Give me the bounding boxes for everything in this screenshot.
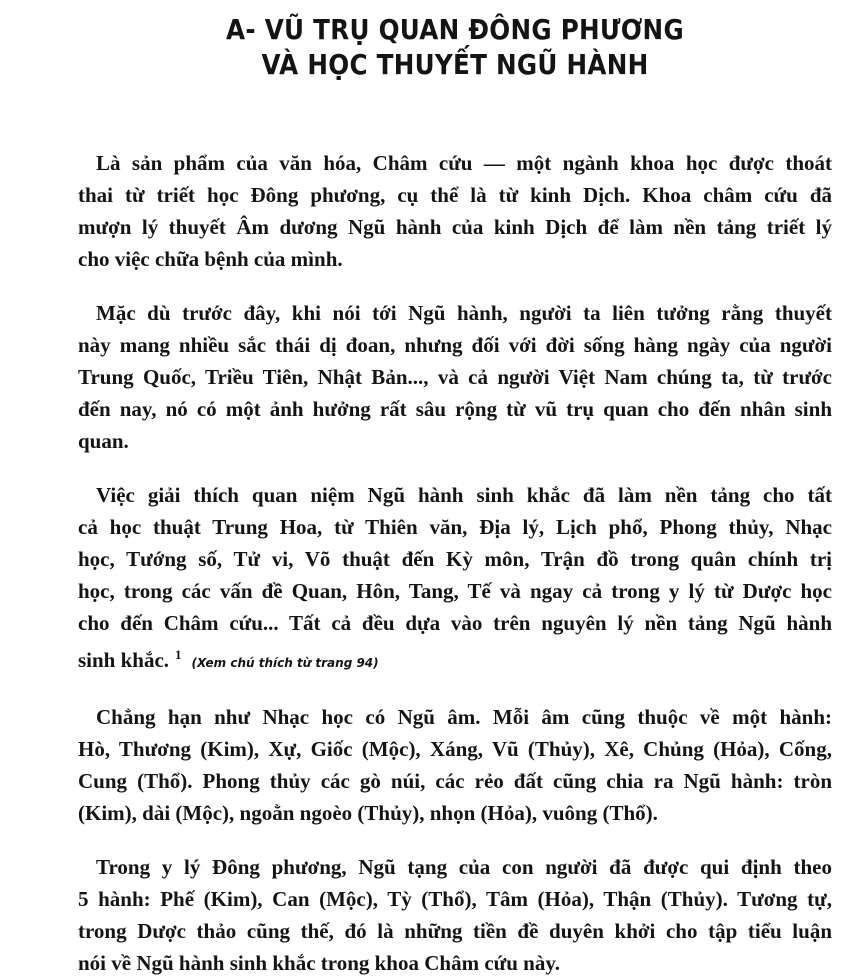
- text-line: Là sản phẩm của văn hóa, Châm cứu — một ngành khoa học được thoát: [96, 151, 832, 175]
- text-line-with-footnote: [78, 639, 832, 679]
- text-line: học, trong các vấn đề Quan, Hôn, Tang, Tế và ngay cả trong y lý từ Dược học: [78, 579, 832, 603]
- text-line: cho đến Châm cứu... Tất cả đều dựa vào trên nguyên lý nền tảng Ngũ hành: [78, 611, 832, 635]
- text-line: quan.: [78, 429, 129, 453]
- text-line: 5 hành: Phế (Kim), Can (Mộc), Tỳ (Thổ), Tâm (Hỏa), Thận (Thủy). Tương tự,: [78, 887, 832, 911]
- text-line: thai từ triết học Đông phương, cụ thể là từ kinh Dịch. Khoa châm cứu đã: [78, 183, 832, 207]
- text-line: Trong y lý Đông phương, Ngũ tạng của con người đã được qui định theo: [96, 855, 832, 879]
- footnote-marker[interactable]: 1: [175, 647, 182, 662]
- paragraph-2: [78, 297, 832, 457]
- text-line: (Kim), dài (Mộc), ngoằn ngoèo (Thủy), nhọn (Hỏa), vuông (Thổ).: [78, 801, 658, 825]
- text-line: đến nay, nó có một ảnh hưởng rất sâu rộng từ vũ trụ quan cho đến nhân sinh: [78, 397, 832, 421]
- text-line: cho việc chữa bệnh của mình.: [78, 247, 343, 271]
- paragraph-1: [78, 147, 832, 275]
- text-line: học, Tướng số, Tử vi, Võ thuật đến Kỳ môn, Trận đồ trong quân chính trị: [78, 547, 832, 571]
- paragraph-4: [78, 701, 832, 829]
- text-line: Chẳng hạn như Nhạc học có Ngũ âm. Mỗi âm cũng thuộc về một hành:: [96, 705, 832, 729]
- footnote-reference: (Xem chú thích từ trang 94): [191, 656, 379, 670]
- paragraph-5: [78, 851, 832, 979]
- text-line: trong Dược thảo cũng thế, đó là những tiền đề duyên khởi cho tập tiểu luận: [78, 919, 832, 943]
- paragraph-3: [78, 479, 832, 679]
- text-line: Trung Quốc, Triều Tiên, Nhật Bản..., và cả người Việt Nam chúng ta, từ trước: [78, 365, 832, 389]
- text-line: Cung (Thổ). Phong thủy các gò núi, các rẻo đất cũng chia ra Ngũ hành: tròn: [78, 769, 832, 793]
- text-line: Mặc dù trước đây, khi nói tới Ngũ hành, người ta liên tưởng rằng thuyết: [96, 301, 832, 325]
- title-line-2: VÀ HỌC THUYẾT NGŨ HÀNH: [261, 48, 649, 81]
- text-line: sinh khắc.: [78, 648, 170, 672]
- text-line: Việc giải thích quan niệm Ngũ hành sinh khắc đã làm nền tảng cho tất: [96, 483, 832, 507]
- text-line: này mang nhiều sắc thái dị đoan, nhưng đối với đời sống hàng ngày của người: [78, 333, 832, 357]
- chapter-title: [123, 0, 787, 82]
- title-line-1: A- VŨ TRỤ QUAN ĐÔNG PHƯƠNG: [226, 13, 684, 46]
- document-body: [78, 147, 832, 979]
- text-line: cả học thuật Trung Hoa, từ Thiên văn, Địa lý, Lịch phổ, Phong thủy, Nhạc: [78, 515, 832, 539]
- text-line: mượn lý thuyết Âm dương Ngũ hành của kinh Dịch để làm nền tảng triết lý: [78, 215, 832, 239]
- text-line: nói về Ngũ hành sinh khắc trong khoa Châm cứu này.: [78, 951, 560, 975]
- text-line: Hò, Thương (Kim), Xự, Giốc (Mộc), Xáng, Vũ (Thủy), Xê, Chủng (Hỏa), Cống,: [78, 737, 832, 761]
